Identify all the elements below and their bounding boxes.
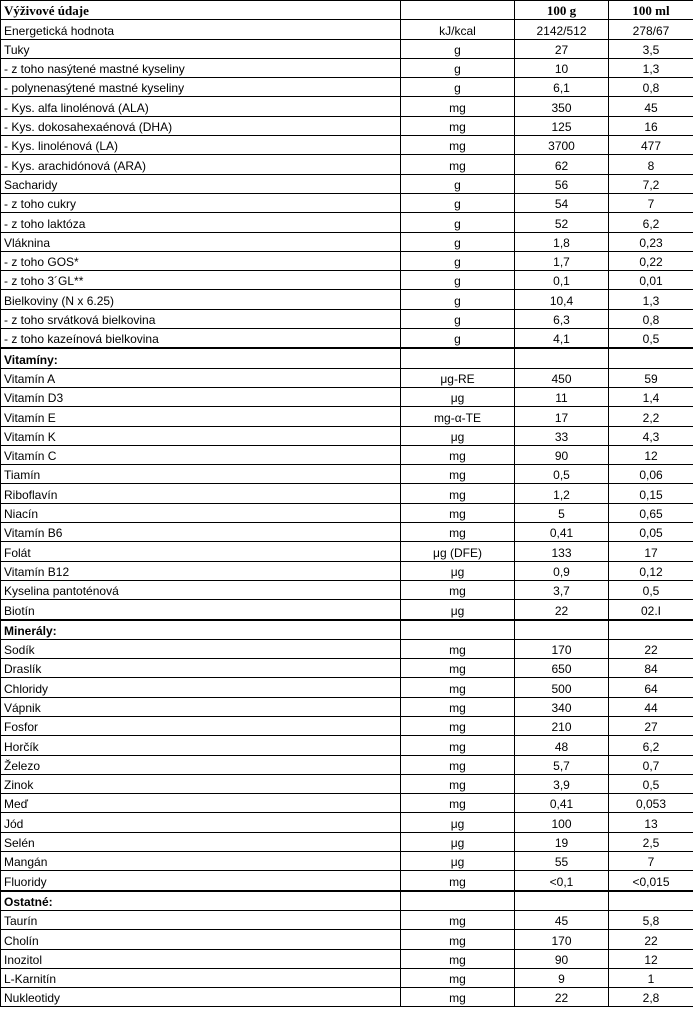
nutrient-name-cell: Tiamín: [1, 465, 401, 484]
section-header-row: [1, 620, 693, 640]
nutrient-name-cell: - Kys. alfa linolénová (ALA): [1, 97, 401, 116]
value-100g-cell: 1,7: [515, 251, 609, 270]
value-100ml-cell: 477: [609, 136, 693, 155]
value-100g-cell: 5,7: [515, 755, 609, 774]
empty-cell: [515, 891, 609, 911]
nutrient-name-cell: Vláknina: [1, 232, 401, 251]
table-title: Výživové údaje: [1, 1, 401, 20]
value-100g-cell: 0,1: [515, 271, 609, 290]
value-100ml-cell: 45: [609, 97, 693, 116]
value-100ml-cell: 7: [609, 193, 693, 212]
table-row: [1, 542, 693, 561]
unit-cell: μg: [401, 813, 515, 832]
table-row: [1, 407, 693, 426]
value-100ml-cell: 278/67: [609, 20, 693, 39]
table-row: [1, 271, 693, 290]
nutrient-name-cell: Energetická hodnota: [1, 20, 401, 39]
value-100g-cell: 3700: [515, 136, 609, 155]
table-row: [1, 968, 693, 987]
nutrient-name-cell: Železo: [1, 755, 401, 774]
section-header-row: [1, 891, 693, 911]
value-100ml-cell: 0,23: [609, 232, 693, 251]
value-100g-cell: 56: [515, 174, 609, 193]
header-unit-cell: [401, 1, 515, 20]
table-row: [1, 39, 693, 58]
value-100g-cell: 11: [515, 387, 609, 406]
unit-cell: g: [401, 309, 515, 328]
table-row: [1, 20, 693, 39]
unit-cell: mg: [401, 445, 515, 464]
unit-cell: μg: [401, 387, 515, 406]
value-100g-cell: 19: [515, 832, 609, 851]
unit-cell: mg: [401, 678, 515, 697]
nutrient-name-cell: - z toho 3´GL**: [1, 271, 401, 290]
section-title: Minerály:: [1, 620, 401, 640]
table-row: [1, 988, 693, 1007]
nutrient-name-cell: Meď: [1, 794, 401, 813]
table-header-row: [1, 1, 693, 20]
nutrient-name-cell: Tuky: [1, 39, 401, 58]
value-100g-cell: 27: [515, 39, 609, 58]
value-100ml-cell: 2,8: [609, 988, 693, 1007]
nutrient-name-cell: Vápnik: [1, 697, 401, 716]
table-row: [1, 465, 693, 484]
table-row: [1, 232, 693, 251]
value-100g-cell: 90: [515, 949, 609, 968]
table-row: [1, 736, 693, 755]
unit-cell: mg: [401, 116, 515, 135]
value-100g-cell: 6,1: [515, 78, 609, 97]
unit-cell: mg: [401, 949, 515, 968]
value-100ml-cell: 6,2: [609, 213, 693, 232]
nutrient-name-cell: Mangán: [1, 852, 401, 871]
value-100ml-cell: 8: [609, 155, 693, 174]
value-100ml-cell: 4,3: [609, 426, 693, 445]
value-100ml-cell: 59: [609, 368, 693, 387]
value-100g-cell: 3,7: [515, 580, 609, 599]
table-row: [1, 580, 693, 599]
nutrient-name-cell: Horčík: [1, 736, 401, 755]
unit-cell: mg: [401, 755, 515, 774]
unit-cell: g: [401, 290, 515, 309]
nutrient-name-cell: - Kys. linolénová (LA): [1, 136, 401, 155]
table-row: [1, 193, 693, 212]
empty-cell: [401, 891, 515, 911]
empty-cell: [515, 348, 609, 368]
value-100g-cell: 17: [515, 407, 609, 426]
nutrient-name-cell: Zinok: [1, 774, 401, 793]
unit-cell: mg: [401, 659, 515, 678]
table-row: [1, 426, 693, 445]
value-100g-cell: <0,1: [515, 871, 609, 891]
value-100g-cell: 0,5: [515, 465, 609, 484]
unit-cell: μg: [401, 426, 515, 445]
value-100g-cell: 10: [515, 58, 609, 77]
table-row: [1, 387, 693, 406]
value-100g-cell: 500: [515, 678, 609, 697]
table-row: [1, 174, 693, 193]
section-title: Ostatné:: [1, 891, 401, 911]
unit-cell: g: [401, 78, 515, 97]
nutrient-name-cell: - z toho GOS*: [1, 251, 401, 270]
unit-cell: mg: [401, 503, 515, 522]
value-100ml-cell: 27: [609, 716, 693, 735]
value-100ml-cell: 12: [609, 445, 693, 464]
value-100g-cell: 33: [515, 426, 609, 445]
value-100g-cell: 0,41: [515, 794, 609, 813]
table-row: [1, 78, 693, 97]
nutrient-name-cell: - z toho srvátková bielkovina: [1, 309, 401, 328]
unit-cell: g: [401, 58, 515, 77]
value-100g-cell: 90: [515, 445, 609, 464]
nutrient-name-cell: Cholín: [1, 930, 401, 949]
value-100ml-cell: 0,053: [609, 794, 693, 813]
table-row: [1, 794, 693, 813]
value-100g-cell: 125: [515, 116, 609, 135]
value-100g-cell: 5: [515, 503, 609, 522]
value-100ml-cell: 02.I: [609, 600, 693, 620]
unit-cell: mg: [401, 155, 515, 174]
table-row: [1, 755, 693, 774]
table-row: [1, 116, 693, 135]
unit-cell: mg: [401, 736, 515, 755]
unit-cell: mg: [401, 794, 515, 813]
value-100ml-cell: 0,5: [609, 329, 693, 349]
unit-cell: mg: [401, 910, 515, 929]
unit-cell: μg: [401, 561, 515, 580]
unit-cell: μg-RE: [401, 368, 515, 387]
value-100ml-cell: 0,06: [609, 465, 693, 484]
value-100g-cell: 55: [515, 852, 609, 871]
value-100ml-cell: 0,12: [609, 561, 693, 580]
value-100g-cell: 0,41: [515, 523, 609, 542]
empty-cell: [609, 620, 693, 640]
table-row: [1, 930, 693, 949]
table-row: [1, 213, 693, 232]
value-100g-cell: 650: [515, 659, 609, 678]
value-100g-cell: 450: [515, 368, 609, 387]
unit-cell: μg: [401, 600, 515, 620]
value-100ml-cell: 13: [609, 813, 693, 832]
nutrient-name-cell: Vitamín B6: [1, 523, 401, 542]
unit-cell: mg: [401, 988, 515, 1007]
table-row: [1, 155, 693, 174]
value-100ml-cell: 0,65: [609, 503, 693, 522]
value-100ml-cell: 64: [609, 678, 693, 697]
value-100ml-cell: 2,5: [609, 832, 693, 851]
value-100ml-cell: 7,2: [609, 174, 693, 193]
unit-cell: mg: [401, 716, 515, 735]
value-100g-cell: 2142/512: [515, 20, 609, 39]
table-row: [1, 445, 693, 464]
value-100ml-cell: 1: [609, 968, 693, 987]
nutrient-name-cell: Kyselina pantoténová: [1, 580, 401, 599]
value-100g-cell: 1,8: [515, 232, 609, 251]
nutrient-name-cell: Jód: [1, 813, 401, 832]
table-row: [1, 290, 693, 309]
nutrient-name-cell: Biotín: [1, 600, 401, 620]
unit-cell: μg: [401, 832, 515, 851]
value-100ml-cell: 17: [609, 542, 693, 561]
table-row: [1, 309, 693, 328]
value-100ml-cell: 12: [609, 949, 693, 968]
nutrient-name-cell: Draslík: [1, 659, 401, 678]
unit-cell: mg: [401, 465, 515, 484]
value-100ml-cell: 0,5: [609, 580, 693, 599]
table-row: [1, 484, 693, 503]
value-100g-cell: 350: [515, 97, 609, 116]
table-row: [1, 659, 693, 678]
value-100ml-cell: 22: [609, 930, 693, 949]
value-100g-cell: 10,4: [515, 290, 609, 309]
unit-cell: mg: [401, 523, 515, 542]
value-100g-cell: 100: [515, 813, 609, 832]
nutrient-name-cell: Vitamín D3: [1, 387, 401, 406]
nutrient-name-cell: Vitamín C: [1, 445, 401, 464]
table-row: [1, 949, 693, 968]
value-100ml-cell: 44: [609, 697, 693, 716]
unit-cell: mg: [401, 968, 515, 987]
unit-cell: mg: [401, 871, 515, 891]
nutrient-name-cell: Inozitol: [1, 949, 401, 968]
nutrient-name-cell: Selén: [1, 832, 401, 851]
value-100ml-cell: 6,2: [609, 736, 693, 755]
unit-cell: mg: [401, 136, 515, 155]
nutrient-name-cell: Niacín: [1, 503, 401, 522]
nutrition-table-body: [1, 1, 693, 1007]
unit-cell: mg-α-TE: [401, 407, 515, 426]
unit-cell: kJ/kcal: [401, 20, 515, 39]
nutrient-name-cell: - z toho cukry: [1, 193, 401, 212]
nutrient-name-cell: Vitamín A: [1, 368, 401, 387]
table-row: [1, 97, 693, 116]
value-100g-cell: 22: [515, 600, 609, 620]
table-row: [1, 58, 693, 77]
value-100ml-cell: 22: [609, 639, 693, 658]
value-100ml-cell: 1,3: [609, 290, 693, 309]
table-row: [1, 697, 693, 716]
nutrient-name-cell: Fluoridy: [1, 871, 401, 891]
section-header-row: [1, 348, 693, 368]
header-100g: 100 g: [515, 1, 609, 20]
unit-cell: mg: [401, 97, 515, 116]
value-100g-cell: 22: [515, 988, 609, 1007]
unit-cell: g: [401, 271, 515, 290]
value-100g-cell: 340: [515, 697, 609, 716]
table-row: [1, 251, 693, 270]
unit-cell: mg: [401, 639, 515, 658]
value-100g-cell: 52: [515, 213, 609, 232]
value-100g-cell: 4,1: [515, 329, 609, 349]
value-100ml-cell: 2,2: [609, 407, 693, 426]
value-100ml-cell: 0,8: [609, 309, 693, 328]
unit-cell: g: [401, 232, 515, 251]
section-title: Vitamíny:: [1, 348, 401, 368]
nutrient-name-cell: - z toho kazeínová bielkovina: [1, 329, 401, 349]
value-100g-cell: 62: [515, 155, 609, 174]
nutrient-name-cell: - Kys. dokosahexaénová (DHA): [1, 116, 401, 135]
unit-cell: μg: [401, 852, 515, 871]
value-100g-cell: 0,9: [515, 561, 609, 580]
nutrient-name-cell: Riboflavín: [1, 484, 401, 503]
unit-cell: mg: [401, 697, 515, 716]
value-100g-cell: 3,9: [515, 774, 609, 793]
table-row: [1, 774, 693, 793]
unit-cell: g: [401, 174, 515, 193]
unit-cell: g: [401, 329, 515, 349]
value-100ml-cell: 3,5: [609, 39, 693, 58]
table-row: [1, 639, 693, 658]
empty-cell: [515, 620, 609, 640]
table-row: [1, 871, 693, 891]
table-row: [1, 368, 693, 387]
value-100g-cell: 170: [515, 639, 609, 658]
nutrient-name-cell: Sacharidy: [1, 174, 401, 193]
value-100ml-cell: 0,05: [609, 523, 693, 542]
value-100g-cell: 45: [515, 910, 609, 929]
table-row: [1, 852, 693, 871]
unit-cell: g: [401, 213, 515, 232]
table-row: [1, 561, 693, 580]
value-100g-cell: 6,3: [515, 309, 609, 328]
table-row: [1, 910, 693, 929]
table-row: [1, 503, 693, 522]
nutrient-name-cell: L-Karnitín: [1, 968, 401, 987]
table-row: [1, 813, 693, 832]
unit-cell: g: [401, 193, 515, 212]
nutrient-name-cell: Folát: [1, 542, 401, 561]
value-100ml-cell: 0,5: [609, 774, 693, 793]
table-row: [1, 600, 693, 620]
unit-cell: g: [401, 251, 515, 270]
empty-cell: [609, 348, 693, 368]
header-100ml: 100 ml: [609, 1, 693, 20]
table-row: [1, 716, 693, 735]
value-100g-cell: 210: [515, 716, 609, 735]
table-row: [1, 832, 693, 851]
value-100ml-cell: 16: [609, 116, 693, 135]
value-100ml-cell: 1,3: [609, 58, 693, 77]
unit-cell: μg (DFE): [401, 542, 515, 561]
nutrient-name-cell: - polynenasýtené mastné kyseliny: [1, 78, 401, 97]
unit-cell: mg: [401, 774, 515, 793]
value-100g-cell: 9: [515, 968, 609, 987]
nutrient-name-cell: Taurín: [1, 910, 401, 929]
nutrient-name-cell: Vitamín K: [1, 426, 401, 445]
value-100ml-cell: 0,01: [609, 271, 693, 290]
value-100ml-cell: 0,22: [609, 251, 693, 270]
table-row: [1, 136, 693, 155]
nutrient-name-cell: Bielkoviny (N x 6.25): [1, 290, 401, 309]
unit-cell: mg: [401, 484, 515, 503]
value-100ml-cell: 0,8: [609, 78, 693, 97]
value-100ml-cell: 84: [609, 659, 693, 678]
value-100ml-cell: <0,015: [609, 871, 693, 891]
value-100ml-cell: 5,8: [609, 910, 693, 929]
value-100g-cell: 48: [515, 736, 609, 755]
table-row: [1, 329, 693, 349]
table-row: [1, 678, 693, 697]
nutrient-name-cell: - z toho laktóza: [1, 213, 401, 232]
value-100ml-cell: 0,15: [609, 484, 693, 503]
nutrient-name-cell: Sodík: [1, 639, 401, 658]
nutrient-name-cell: Vitamín E: [1, 407, 401, 426]
value-100g-cell: 170: [515, 930, 609, 949]
value-100g-cell: 133: [515, 542, 609, 561]
unit-cell: mg: [401, 580, 515, 599]
empty-cell: [609, 891, 693, 911]
unit-cell: g: [401, 39, 515, 58]
nutrient-name-cell: - Kys. arachidónová (ARA): [1, 155, 401, 174]
table-row: [1, 523, 693, 542]
value-100ml-cell: 0,7: [609, 755, 693, 774]
empty-cell: [401, 348, 515, 368]
empty-cell: [401, 620, 515, 640]
value-100ml-cell: 7: [609, 852, 693, 871]
value-100g-cell: 54: [515, 193, 609, 212]
value-100ml-cell: 1,4: [609, 387, 693, 406]
nutrient-name-cell: - z toho nasýtené mastné kyseliny: [1, 58, 401, 77]
nutrient-name-cell: Fosfor: [1, 716, 401, 735]
nutrient-name-cell: Vitamín B12: [1, 561, 401, 580]
unit-cell: mg: [401, 930, 515, 949]
value-100g-cell: 1,2: [515, 484, 609, 503]
nutrient-name-cell: Nukleotidy: [1, 988, 401, 1007]
nutrient-name-cell: Chloridy: [1, 678, 401, 697]
